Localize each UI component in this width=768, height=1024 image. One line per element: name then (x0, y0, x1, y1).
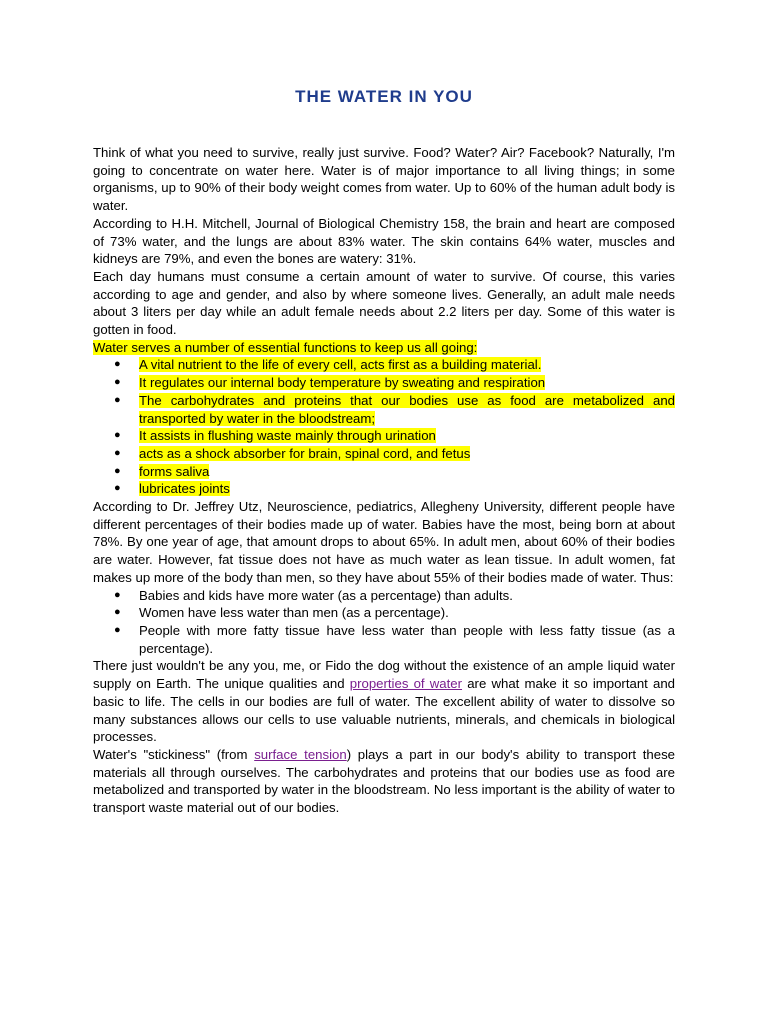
paragraph-text: are what make it so important and basic to life. The cells in our bodies are full of water. The excellent ability of water to dissolve so many substances allows our cells to use valuable nutrients, minerals, and chemicals in biological processes. (93, 676, 676, 745)
functions-intro (93, 339, 675, 357)
paragraph-earth-water (93, 657, 675, 746)
bullet-icon: ● (114, 464, 121, 477)
properties-of-water-link[interactable]: properties of water (349, 676, 463, 692)
list-item (93, 445, 675, 463)
bullet-icon: ● (114, 623, 121, 636)
list-item-text: People with more fatty tissue have less water than people with less fatty tissue (as a percentage). (139, 622, 675, 656)
paragraph-mitchell: According to H.H. Mitchell, Journal of Biological Chemistry 158, the brain and heart are composed of 73% water, and the lungs are about 83% water. The skin contains 64% water, muscles and kidneys are 79%, and even the bones are watery: 31%. (93, 215, 675, 267)
paragraph-daily-intake: Each day humans must consume a certain amount of water to survive. Of course, this varies according to age and gender, and also by where someone lives. Generally, an adult male needs about 3 liters per day while an adult female needs about 2.2 liters per day. Some of this water is gotten in food. (93, 268, 675, 338)
list-item-text: It assists in flushing waste mainly through urination (139, 428, 436, 444)
bullet-icon: ● (114, 446, 121, 459)
list-item-text: acts as a shock absorber for brain, spinal cord, and fetus (139, 445, 471, 461)
functions-intro-text: Water serves a number of essential functions to keep us all going: (93, 339, 478, 355)
list-item (93, 480, 675, 498)
list-item-text: Women have less water than men (as a percentage). (139, 605, 449, 621)
surface-tension-link[interactable]: surface tension (254, 746, 347, 762)
list-item-text: A vital nutrient to the life of every cell, acts first as a building material. (139, 357, 542, 373)
comparisons-list (93, 587, 675, 658)
bullet-icon: ● (114, 376, 121, 389)
list-item-text: forms saliva (139, 463, 210, 479)
paragraph-text: Water's "stickiness" (from (93, 746, 255, 762)
bullet-icon: ● (114, 606, 121, 619)
list-item (93, 604, 675, 622)
document-body (93, 144, 675, 817)
paragraph-text: There just wouldn't be any you, me, or Fido the dog without the existence of an ample liquid water supply on Earth. The unique qualities and (93, 658, 675, 692)
list-item (93, 587, 675, 605)
list-item (93, 356, 675, 374)
bullet-icon: ● (114, 588, 121, 601)
bullet-icon: ● (114, 429, 121, 442)
list-item-text: lubricates joints (139, 481, 230, 497)
list-item-text: It regulates our internal body temperature by sweating and respiration (139, 375, 546, 391)
paragraph-stickiness (93, 746, 675, 817)
paragraph-utz: According to Dr. Jeffrey Utz, Neuroscience, pediatrics, Allegheny University, different people have different percentages of their bodies made up of water. Babies have the most, being born at about 78%. By one year of age, that amount drops to about 65%. In adult men, about 60% of their bodies are water. However, fat tissue does not have as much water as lean tissue. In adult women, fat makes up more of the body than men, so they have about 55% of their bodies made of water. Thus: (93, 499, 675, 585)
list-item (93, 392, 675, 427)
paragraph-intro: Think of what you need to survive, really just survive. Food? Water? Air? Facebook? Naturally, I'm going to concentrate on water here. Water is of major importance to all living things; in some organisms, up to 90% of their body weight comes from water. Up to 60% of the human adult body is water. (93, 145, 675, 214)
list-item (93, 622, 675, 657)
list-item-text: Babies and kids have more water (as a percentage) than adults. (139, 587, 513, 603)
bullet-icon: ● (114, 393, 121, 406)
bullet-icon: ● (114, 358, 121, 371)
list-item-text: The carbohydrates and proteins that our bodies use as food are metabolized and transported by water in the bloodstream; (139, 392, 675, 426)
document-title: THE WATER IN YOU (295, 87, 473, 106)
bullet-icon: ● (114, 482, 121, 495)
list-item (93, 463, 675, 481)
list-item (93, 374, 675, 392)
paragraph-text: ) plays a part in our body's ability to transport these materials all through ourselves. The carbohydrates and proteins that our bodies use as food are metabolized and transported by water in the bloodstream. No less important is the ability of water to transport waste material out of our bodies. (93, 746, 676, 816)
functions-list (93, 356, 675, 498)
list-item (93, 427, 675, 445)
